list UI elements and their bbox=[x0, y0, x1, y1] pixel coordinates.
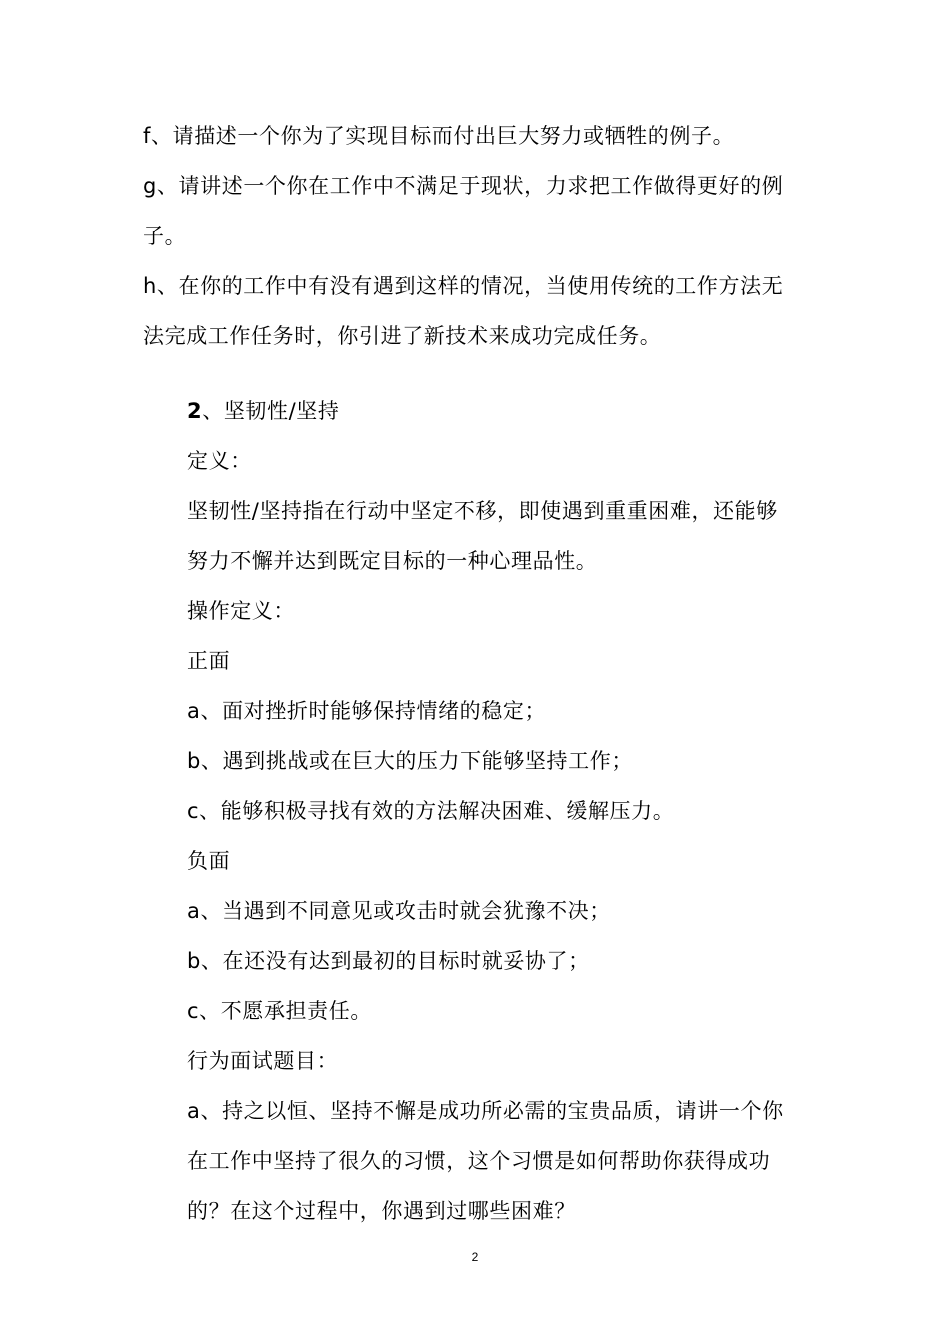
negative-label: 负面 bbox=[187, 849, 231, 873]
interview-line3: 的？在这个过程中，你遇到过哪些困难？ bbox=[187, 1199, 576, 1223]
section-title: 、坚韧性/坚持 bbox=[202, 399, 340, 423]
page-number: 2 bbox=[471, 1250, 479, 1264]
interview-label: 行为面试题目： bbox=[187, 1049, 339, 1073]
definition-label: 定义： bbox=[187, 449, 252, 473]
positive-label: 正面 bbox=[187, 649, 231, 673]
positive-item-a: a、面对挫折时能够保持情绪的稳定； bbox=[187, 699, 547, 723]
question-h-line2: 法完成工作任务时，你引进了新技术来成功完成任务。 bbox=[143, 324, 662, 348]
definition-line2: 努力不懈并达到既定目标的一种心理品性。 bbox=[187, 549, 598, 573]
question-g-line1: g、请讲述一个你在工作中不满足于现状，力求把工作做得更好的例 bbox=[143, 174, 784, 198]
positive-item-c: c、能够积极寻找有效的方法解决困难、缓解压力。 bbox=[187, 799, 675, 823]
question-h-line1: h、在你的工作中有没有遇到这样的情况，当使用传统的工作方法无 bbox=[143, 274, 784, 298]
question-f: f、请描述一个你为了实现目标而付出巨大努力或牺牲的例子。 bbox=[143, 124, 735, 148]
question-g-line2: 子。 bbox=[143, 224, 187, 248]
negative-item-b: b、在还没有达到最初的目标时就妥协了； bbox=[187, 949, 590, 973]
section-number: 2 bbox=[187, 399, 203, 423]
interview-line1: a、持之以恒、坚持不懈是成功所必需的宝贵品质，请讲一个你 bbox=[187, 1099, 784, 1123]
negative-item-c: c、不愿承担责任。 bbox=[187, 999, 372, 1023]
negative-item-a: a、当遇到不同意见或攻击时就会犹豫不决； bbox=[187, 899, 611, 923]
interview-line2: 在工作中坚持了很久的习惯，这个习惯是如何帮助你获得成功 bbox=[187, 1149, 771, 1173]
definition-line1: 坚韧性/坚持指在行动中坚定不移，即使遇到重重困难，还能够 bbox=[187, 499, 778, 523]
operational-definition-label: 操作定义： bbox=[187, 599, 295, 623]
positive-item-b: b、遇到挑战或在巨大的压力下能够坚持工作； bbox=[187, 749, 633, 773]
section-heading bbox=[187, 398, 340, 424]
